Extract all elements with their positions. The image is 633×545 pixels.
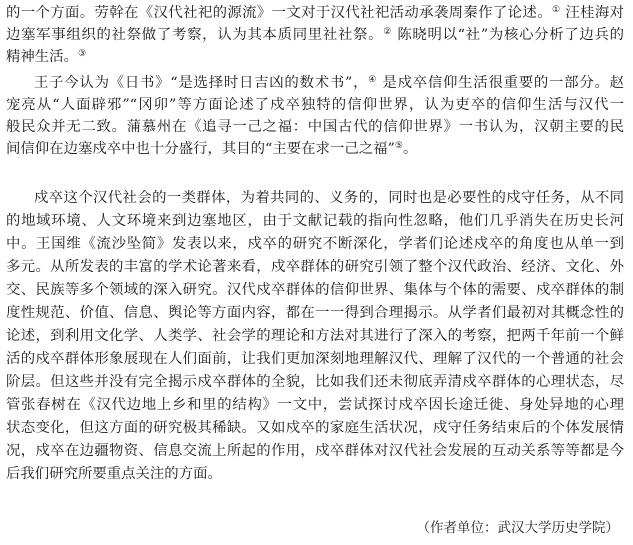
text-line: 度性规范、价值、信息、舆论等方面内容，都在一一得到合理揭示。从学者们最初对其概念性的 bbox=[6, 305, 624, 321]
footnote-marker: ⑤ bbox=[394, 141, 403, 151]
text-line: 况，戍卒在边疆物资、信息交流上所起的作用，戍卒群体对汉代社会发展的互动关系等等都是今 bbox=[6, 443, 624, 459]
text-line: 边塞军事组织的社祭做了考察，认为其本质同里社社祭。② 陈晓明以“社”为核心分析了边兵的 bbox=[6, 27, 624, 43]
text-line: 的一个方面。劳幹在《汉代社祀的源流》一文对于汉代社祀活动承袭周秦作了论述。① 汪桂海对 bbox=[6, 5, 624, 21]
text-line: 中。王国维《流沙坠简》发表以来，戍卒的研究不断深化，学者们论述戍卒的角度也从单一到 bbox=[6, 236, 624, 252]
footnote-marker: ④ bbox=[368, 75, 378, 85]
text-line: 间信仰在边塞戍卒中也十分盛行，其目的“主要在求一己之福”⑤。 bbox=[6, 141, 418, 157]
text-line: 阶层。但这些并没有完全揭示戍卒群体的全貌，比如我们还未彻底弄清戍卒群体的心理状态，尽 bbox=[6, 374, 624, 390]
text-line: 精神生活。③ bbox=[6, 49, 87, 65]
author-affiliation: （作者单位：武汉大学历史学院） bbox=[416, 520, 619, 536]
text-line: 活的戍卒群体形象展现在人们面前，让我们更加深刻地理解汉代、理解了汉代的一个普通的社会 bbox=[6, 351, 624, 367]
text-line: 戍卒这个汉代社会的一类群体，为着共同的、义务的，同时也是必要性的戍守任务，从不同 bbox=[34, 190, 624, 206]
text-line: 多元。从所发表的丰富的学术论著来看，戍卒群体的研究引领了整个汉代政治、经济、文化、外 bbox=[6, 259, 624, 275]
text-line: 王子今认为《日书》“是选择时日吉凶的数术书”，④ 是戍卒信仰生活很重要的一部分。赵 bbox=[34, 75, 625, 91]
text-line: 后我们研究所要重点关注的方面。 bbox=[6, 466, 222, 482]
text-line: 般民众并无二致。蒲慕州在《追寻一己之福：中国古代的信仰世界》一书认为，汉朝主要的民 bbox=[6, 119, 624, 135]
text-line: 宠亮从“人面辟邪”“冈卯”等方面论述了戍卒独特的信仰世界，认为吏卒的信仰生活与汉代一 bbox=[6, 97, 624, 113]
footnote-marker: ① bbox=[551, 5, 561, 15]
footnote-marker: ③ bbox=[77, 49, 87, 59]
text-line: 论述，到利用文化学、人类学、社会学的理论和方法对其进行了深入的考察，把两千年前一个鲜 bbox=[6, 328, 624, 344]
text-line: 交、民族等多个领域的深入研究。汉代戍卒群体的信仰世界、集体与个体的需要、戍卒群体的制 bbox=[6, 282, 624, 298]
text-line: 状态变化，但这方面的研究极其稀缺。又如戍卒的家庭生活状况，戍守任务结束后的个体发展情 bbox=[6, 420, 624, 436]
text-line: 的地域环境、人文环境来到边塞地区，由于文献记载的指向性忽略，他们几乎消失在历史长河 bbox=[6, 213, 624, 229]
footnote-marker: ② bbox=[383, 27, 393, 37]
text-line: 管张春树在《汉代边地上乡和里的结构》一文中，尝试探讨戍卒因长途迁徙、身处异地的心理 bbox=[6, 397, 624, 413]
